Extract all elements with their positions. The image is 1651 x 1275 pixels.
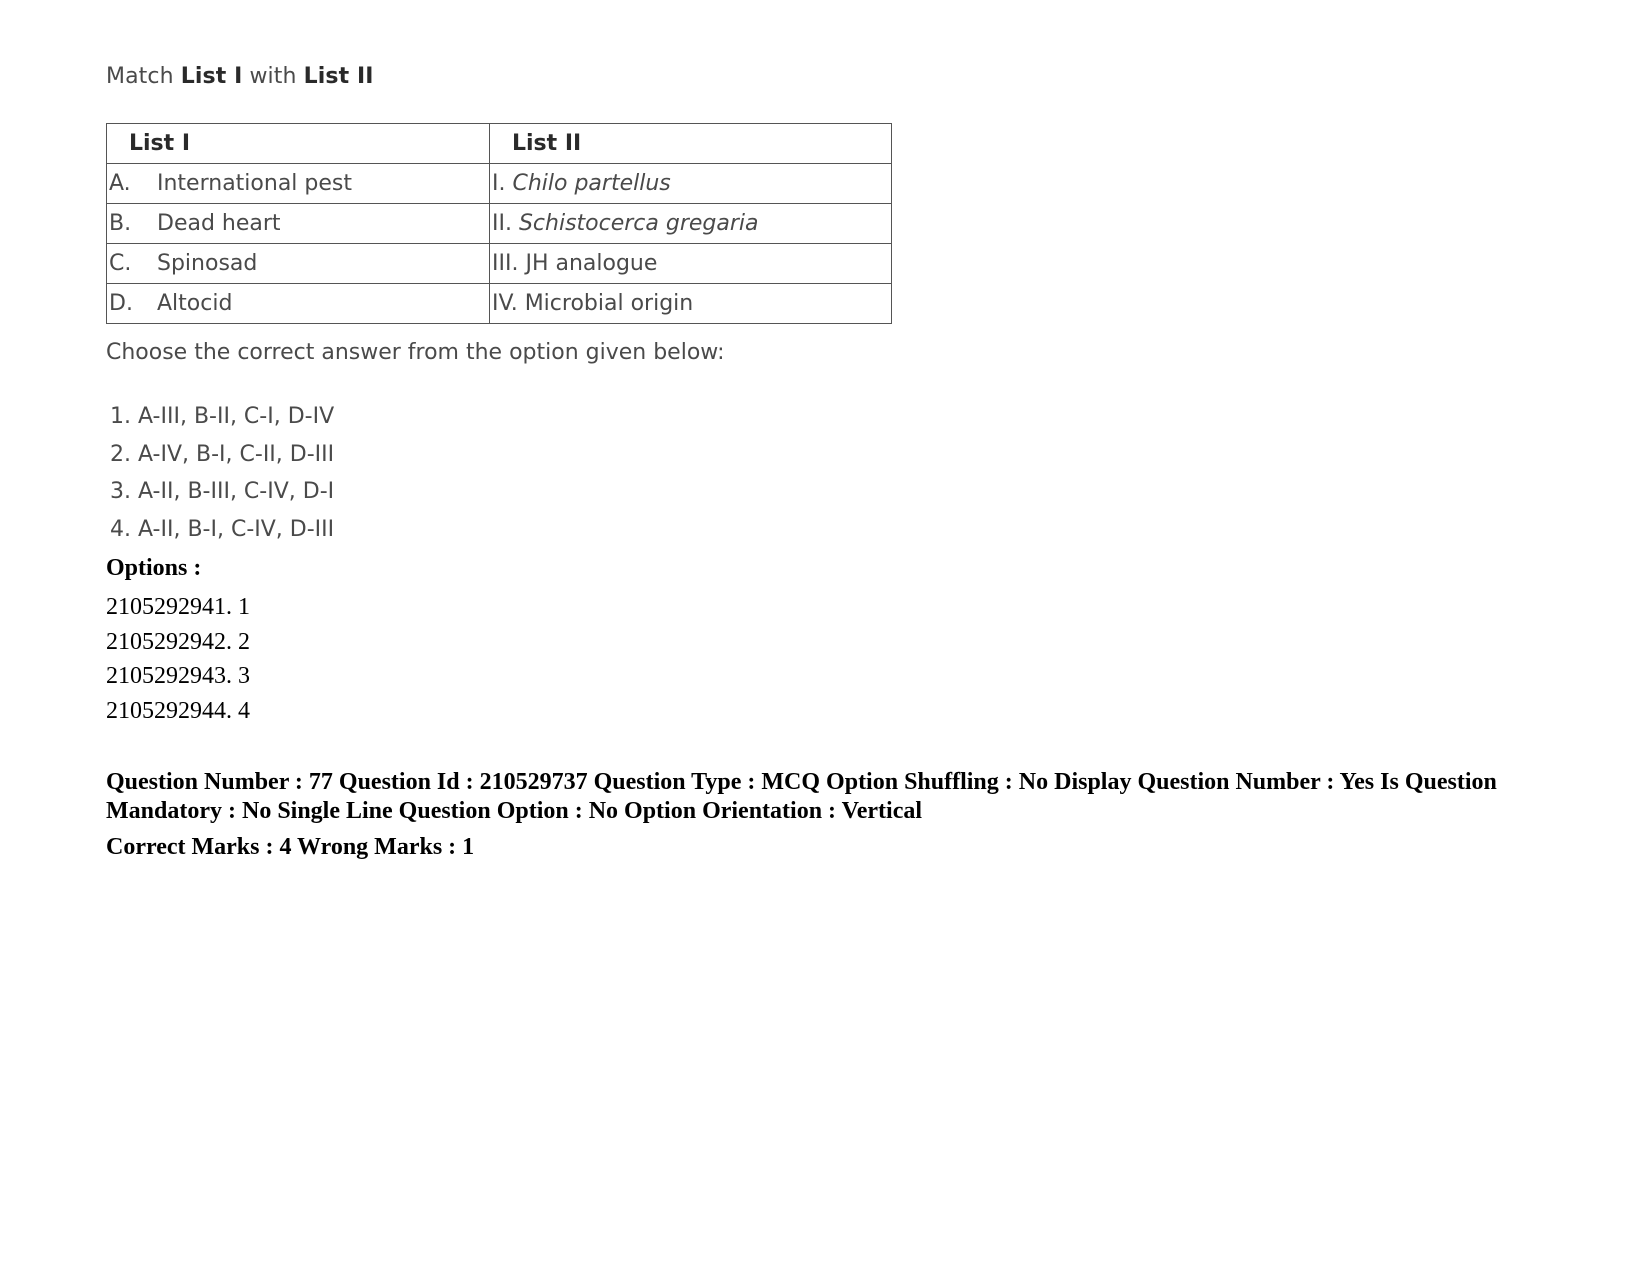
match-table bbox=[106, 123, 892, 324]
list2-cell bbox=[490, 284, 892, 324]
row-match: Chilo partellus bbox=[512, 171, 671, 196]
question-prompt bbox=[106, 64, 374, 89]
list2-cell bbox=[490, 164, 892, 204]
row-item: Dead heart bbox=[157, 211, 281, 236]
option-id-item: 2105292943. 3 bbox=[106, 663, 250, 689]
header-list-1: List I bbox=[107, 124, 490, 164]
answer-choice: 1. A-III, B-II, C-I, D-IV bbox=[110, 404, 335, 429]
option-id-item: 2105292941. 1 bbox=[106, 594, 250, 620]
row-letter: C. bbox=[109, 251, 132, 276]
row-match: Microbial origin bbox=[524, 291, 694, 316]
answer-choices-list bbox=[110, 398, 334, 548]
table-row bbox=[107, 164, 892, 204]
option-id-item: 2105292944. 4 bbox=[106, 697, 250, 724]
list1-cell bbox=[107, 244, 490, 284]
row-item: International pest bbox=[157, 171, 352, 196]
match-table-header bbox=[107, 124, 892, 164]
row-match: JH analogue bbox=[525, 251, 658, 276]
table-row bbox=[107, 284, 892, 324]
row-letter: A. bbox=[109, 171, 131, 196]
table-row bbox=[107, 204, 892, 244]
answer-choice: 4. A-II, B-I, C-IV, D-III bbox=[110, 516, 335, 542]
row-item: Spinosad bbox=[157, 251, 258, 276]
option-id-item: 2105292942. 2 bbox=[106, 628, 250, 655]
row-letter: B. bbox=[109, 211, 132, 236]
answer-choice: 2. A-IV, B-I, C-II, D-III bbox=[110, 441, 335, 467]
row-num: IV. bbox=[492, 291, 525, 316]
row-item: Altocid bbox=[157, 291, 233, 316]
list1-cell bbox=[107, 164, 490, 204]
prompt-list2: List II bbox=[303, 64, 374, 89]
list2-cell bbox=[490, 244, 892, 284]
header-list-2: List II bbox=[490, 124, 892, 164]
row-letter: D. bbox=[109, 291, 133, 316]
option-id-list bbox=[106, 590, 250, 728]
prompt-prefix: Match bbox=[106, 64, 181, 89]
row-match: Schistocerca gregaria bbox=[518, 211, 759, 236]
row-num: III. bbox=[492, 251, 526, 276]
choose-instruction: Choose the correct answer from the option given below: bbox=[106, 340, 725, 365]
marks-info: Correct Marks : 4 Wrong Marks : 1 bbox=[106, 834, 475, 860]
options-label: Options : bbox=[106, 555, 202, 581]
question-metadata: Question Number : 77 Question Id : 210529737 Question Type : MCQ Option Shuffling : No Display Question Number : Yes Is Question Mandatory : No Single Line Question Option : No Option Orientation : Vertical bbox=[106, 769, 1497, 824]
row-num: I. bbox=[492, 171, 513, 196]
row-num: II. bbox=[492, 211, 519, 236]
prompt-list1: List I bbox=[180, 64, 243, 89]
prompt-mid: with bbox=[242, 64, 304, 89]
table-row bbox=[107, 244, 892, 284]
answer-choice: 3. A-II, B-III, C-IV, D-I bbox=[110, 479, 335, 504]
list2-cell bbox=[490, 204, 892, 244]
list1-cell bbox=[107, 204, 490, 244]
list1-cell bbox=[107, 284, 490, 324]
